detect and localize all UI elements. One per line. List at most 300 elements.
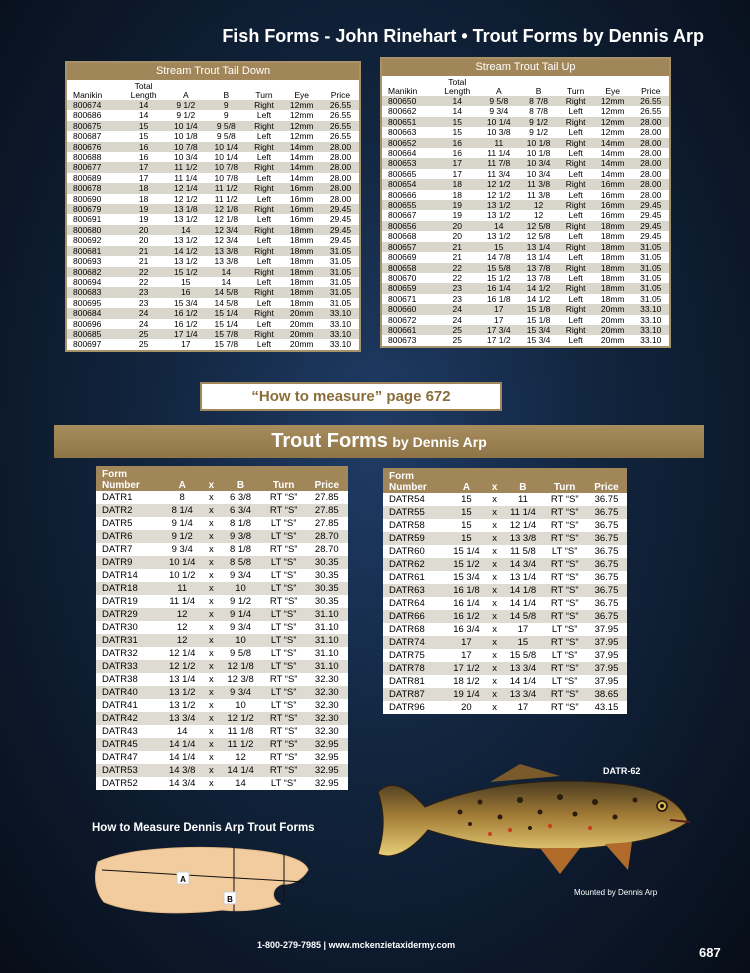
table-cell: Left (256, 318, 272, 329)
table-cell: 15 5/8 (479, 263, 519, 273)
table-cell: 31.05 (322, 287, 359, 297)
table-cell: 18mm (600, 231, 625, 242)
table-row (382, 221, 669, 231)
table-cell: 10 7/8 (214, 172, 239, 183)
table-cell: 28.00 (633, 179, 669, 189)
column-header: A (161, 466, 203, 491)
table-cell: 24 (122, 308, 166, 318)
table-cell: 13 1/2 (173, 235, 198, 246)
table-cell: 13 1/2 (479, 200, 519, 210)
table-cell: DATR87 (383, 688, 446, 701)
table-cell: 33.10 (640, 335, 662, 346)
table-cell: 31.05 (322, 267, 359, 277)
table-cell: 20 (461, 702, 472, 713)
table-cell: 19 1/4 (446, 688, 487, 701)
table-cell: DATR9 (96, 556, 161, 569)
table-cell: 800686 (73, 110, 102, 121)
table-cell: 12 3/4 (206, 225, 246, 235)
table-cell: 11 (161, 582, 203, 595)
table-row (383, 623, 627, 636)
table-cell: 25 (138, 339, 149, 350)
table-cell: 800688 (73, 152, 102, 163)
table-cell: 15 (461, 494, 472, 505)
table-cell: x (203, 712, 219, 725)
table-cell: 800664 (388, 148, 417, 159)
table-cell: 36.75 (594, 494, 619, 505)
table-cell: DATR54 (389, 494, 425, 505)
table-cell: x (492, 572, 498, 583)
table-cell: 18mm (289, 297, 314, 308)
table-cell: 18 1/2 (453, 676, 480, 687)
table-row (67, 173, 359, 183)
table-cell: 14 7/8 (486, 252, 511, 263)
table-cell: RT “S” (543, 636, 586, 649)
table-row (383, 675, 627, 688)
table-cell: 14 (138, 110, 149, 121)
table-cell: LT “S” (262, 582, 306, 595)
table-cell: Right (558, 117, 592, 127)
table-row (382, 242, 669, 252)
table-cell: 800684 (67, 308, 122, 318)
table-cell: DATR58 (389, 520, 425, 531)
table-cell: 15 1/4 (453, 546, 480, 557)
column-header: A (446, 468, 487, 493)
table-cell: x (487, 506, 503, 519)
table-cell: 800670 (388, 272, 417, 283)
table-cell: 800651 (382, 117, 436, 127)
table-cell: 20mm (281, 308, 321, 318)
table-cell: 11 7/8 (479, 158, 519, 168)
table-cell: 28.70 (314, 544, 339, 555)
table-cell: 29.45 (633, 200, 669, 210)
table-row (67, 121, 359, 131)
table-cell: RT “S” (543, 610, 586, 623)
table-cell: 31.05 (329, 276, 352, 287)
table-row (383, 701, 627, 714)
table-cell: Right (558, 304, 592, 314)
table-cell: x (487, 688, 503, 701)
table-cell: 31.10 (306, 634, 348, 647)
column-header: Price (330, 90, 351, 100)
table-cell: 8 1/8 (229, 544, 252, 555)
table-cell: 800695 (73, 297, 102, 308)
table-row (382, 179, 669, 189)
table-cell: 14 5/8 (206, 287, 246, 297)
table-cell: RT “S” (269, 492, 298, 503)
table-cell: 14 5/8 (214, 297, 239, 308)
table-cell: 17 (181, 339, 191, 350)
table-row (67, 287, 359, 297)
table-cell: 12 1/2 (486, 189, 511, 200)
table-cell: 18mm (289, 256, 314, 267)
table-row (382, 335, 669, 345)
table-cell: DATR38 (102, 674, 138, 685)
column-header: Price (586, 468, 627, 493)
table-cell: 800687 (73, 131, 102, 142)
column-header: Form Number (96, 466, 161, 491)
table-cell: DATR75 (389, 650, 425, 661)
table-cell: 30.35 (314, 596, 339, 607)
table-title: Stream Trout Tail Down (67, 63, 359, 80)
table-cell: 12mm (593, 96, 633, 106)
table-cell: x (492, 546, 498, 557)
table-cell: 800667 (388, 210, 417, 221)
table-cell: 12mm (281, 100, 321, 110)
table-cell: DATR31 (96, 634, 161, 647)
table-cell: 10 (219, 634, 261, 647)
table-cell: 18 (122, 183, 166, 193)
table-cell: 14 5/8 (502, 610, 543, 623)
table-cell: 27.85 (314, 518, 339, 529)
table-cell: 10 1/2 (168, 570, 196, 581)
table-row (382, 117, 669, 127)
table-cell: DATR30 (102, 622, 138, 633)
table-cell: 15 3/4 (519, 325, 559, 335)
table-cell: 16 (436, 138, 479, 148)
table-row (383, 662, 627, 675)
column-header: Total Length (130, 81, 157, 100)
table-cell: 10 1/4 (161, 556, 203, 569)
table-cell: 17 (517, 624, 529, 635)
table-cell: x (203, 530, 219, 543)
table-cell: RT “S” (269, 674, 298, 685)
table-cell: 13 1/2 (173, 214, 198, 225)
table-row (383, 571, 627, 584)
table-cell: 18mm (281, 287, 321, 297)
table-row (67, 319, 359, 329)
table-cell: 8 7/8 (519, 96, 559, 106)
table-cell: Right (558, 325, 592, 335)
table-cell: 800659 (382, 283, 436, 293)
table-cell: 16 1/2 (446, 610, 487, 623)
page-header: Fish Forms - John Rinehart • Trout Forms by Dennis Arp (222, 26, 704, 46)
table-row (96, 504, 348, 517)
table-cell: 20mm (289, 318, 314, 329)
table-cell: 31.05 (329, 256, 352, 267)
table-cell: 14 3/4 (168, 778, 196, 789)
table-cell: 800673 (388, 335, 417, 346)
table-cell: 32.95 (306, 764, 348, 777)
table-cell: 14 3/8 (161, 764, 203, 777)
table-cell: 18mm (281, 267, 321, 277)
table-cell: 15 3/4 (526, 335, 551, 346)
table-cell: Right (247, 162, 282, 172)
table-cell: LT “S” (262, 556, 306, 569)
table-cell: 30.35 (306, 556, 348, 569)
table-cell: 9 3/4 (171, 544, 193, 555)
table-cell: 14 1/4 (161, 738, 203, 751)
table-cell: DATR96 (389, 702, 425, 713)
table-cell: 18mm (600, 293, 625, 304)
table-cell: 18mm (600, 272, 625, 283)
table-cell: 11 3/8 (527, 189, 551, 200)
table-cell: 10 1/8 (526, 148, 551, 159)
table-cell: 12 1/2 (219, 712, 261, 725)
footer-contact: 1-800-279-7985 | www.mckenzietaxidermy.com (257, 940, 456, 950)
table-cell: 33.10 (322, 308, 359, 318)
table-cell: 800678 (67, 183, 122, 193)
table-cell: 29.45 (322, 225, 359, 235)
table-cell: 16mm (281, 183, 321, 193)
table-cell: 15 7/8 (206, 329, 246, 339)
table-row (383, 597, 627, 610)
table-cell: RT “S” (550, 702, 579, 713)
table-cell: 13 3/8 (502, 532, 543, 545)
table-header (382, 76, 669, 96)
table-cell: 12mm (289, 110, 314, 121)
table-row (382, 273, 669, 283)
table-cell: 20mm (289, 339, 314, 350)
table-row (383, 688, 627, 701)
table-cell: 800690 (73, 193, 102, 204)
table-cell: 13 3/4 (502, 662, 543, 675)
banner-subtitle: by Dennis Arp (392, 434, 487, 450)
table-cell: 10 1/8 (173, 131, 198, 142)
table-row (382, 200, 669, 210)
table-cell: RT “S” (543, 688, 586, 701)
table-cell: x (492, 702, 498, 713)
table-cell: x (492, 520, 498, 531)
table-cell: x (203, 660, 219, 673)
table-row (96, 764, 348, 777)
table-cell: 12 1/8 (219, 660, 261, 673)
table-row (67, 110, 359, 120)
table-cell: 28.00 (322, 162, 359, 172)
table-cell: Right (247, 142, 282, 152)
table-cell: Right (558, 200, 592, 210)
table-cell: 12 3/8 (227, 674, 254, 685)
table-cell: Left (256, 339, 272, 350)
table-cell: Right (247, 308, 282, 318)
table-row (96, 595, 348, 608)
table-row (96, 673, 348, 686)
table-cell: DATR74 (383, 636, 446, 649)
table-cell: 18mm (593, 283, 633, 293)
table-row (96, 725, 348, 738)
table-cell: 9 5/8 (216, 131, 236, 142)
table-cell: 36.75 (594, 572, 619, 583)
table-cell: LT “S” (270, 622, 297, 633)
table-cell: 20 (452, 231, 463, 242)
table-cell: x (492, 598, 498, 609)
table-cell: 31.05 (640, 293, 662, 304)
table-cell: 20 (436, 221, 479, 231)
table-cell: x (208, 674, 214, 685)
table-cell: 15 1/8 (526, 314, 551, 325)
table-cell: 11 (517, 494, 528, 505)
table-cell: Right (247, 121, 282, 131)
table-cell: Left (256, 297, 272, 308)
table-cell: DATR47 (102, 752, 138, 763)
table-cell: 14 (479, 221, 519, 231)
table-cell: 22 (452, 272, 463, 283)
column-header: Eye (605, 86, 620, 96)
table-row (67, 277, 359, 287)
table-cell: Right (558, 158, 592, 168)
table-row (382, 263, 669, 273)
table-cell: Right (558, 263, 592, 273)
table-row (96, 582, 348, 595)
table-cell: RT “S” (543, 662, 586, 675)
table-cell: 17 (461, 650, 472, 661)
table-cell: 9 1/2 (176, 110, 196, 121)
table-cell: 37.95 (594, 676, 619, 687)
table-cell: 14 1/4 (168, 752, 196, 763)
table-cell: x (208, 700, 214, 711)
table-cell: 33.10 (633, 325, 669, 335)
table-cell: 14mm (289, 152, 314, 163)
table-cell: 19 (452, 210, 463, 221)
table-cell: 800666 (388, 189, 417, 200)
table-cell: 16 1/4 (479, 283, 519, 293)
diagram-label-a: A (180, 875, 186, 884)
table-row (67, 267, 359, 277)
table-cell: 20mm (281, 329, 321, 339)
table-cell: 9 3/8 (219, 530, 261, 543)
table-cell: 18mm (593, 221, 633, 231)
table-cell: 16mm (600, 210, 625, 221)
table-cell: 14mm (281, 162, 321, 172)
table-cell: 800657 (382, 242, 436, 252)
table-cell: RT “S” (262, 504, 306, 517)
table-trout-forms-left (96, 466, 348, 790)
table-cell: x (208, 778, 214, 789)
table-cell: 23 (436, 283, 479, 293)
table-cell: 15 (446, 506, 487, 519)
table-cell: 16mm (593, 200, 633, 210)
column-header: B (219, 466, 261, 491)
table-cell: x (492, 676, 498, 687)
table-cell: 8 1/8 (229, 518, 252, 529)
table-row (382, 283, 669, 293)
table-row (382, 231, 669, 241)
table-cell: 9 1/2 (529, 127, 549, 138)
table-cell: 14 1/2 (519, 283, 559, 293)
table-cell: 15 3/4 (453, 572, 480, 583)
table-cell: 24 (436, 304, 479, 314)
table-cell: 17 1/2 (486, 335, 511, 346)
table-cell: DATR5 (102, 518, 133, 529)
table-cell: 800665 (388, 168, 417, 179)
table-cell: 14 1/4 (509, 598, 537, 609)
table-cell: 31.05 (640, 272, 662, 283)
trout-forms-banner (54, 425, 704, 458)
table-cell: 24 (138, 318, 149, 329)
table-cell: 17 (452, 168, 463, 179)
table-cell: Left (256, 256, 272, 267)
table-cell: 11 3/4 (487, 168, 511, 179)
table-cell: x (208, 622, 214, 633)
table-cell: 13 3/4 (502, 688, 543, 701)
table-cell: 31.10 (314, 622, 339, 633)
table-cell: 22 (138, 276, 149, 287)
table-cell: 10 1/4 (166, 121, 206, 131)
fish-label: DATR-62 (603, 766, 641, 776)
table-cell: 17 3/4 (479, 325, 519, 335)
table-cell: 14 1/2 (526, 293, 551, 304)
table-cell: 800660 (382, 304, 436, 314)
table-cell: 800674 (67, 100, 122, 110)
table-cell: 12 5/8 (526, 231, 551, 242)
table-cell: 12 3/4 (214, 235, 239, 246)
table-cell: 33.10 (633, 304, 669, 314)
table-cell: 12 (235, 752, 246, 763)
table-cell: 18mm (289, 276, 314, 287)
table-cell: DATR29 (96, 608, 161, 621)
column-header: x (203, 466, 219, 491)
table-cell: 16 (138, 152, 149, 163)
table-cell: DATR64 (389, 598, 425, 609)
table-cell: 12 1/8 (214, 214, 239, 225)
table-row (383, 636, 627, 649)
table-cell: 36.75 (586, 584, 627, 597)
table-cell: 13 1/4 (526, 252, 551, 263)
table-cell: 28.00 (322, 142, 359, 152)
table-cell: 11 3/8 (519, 179, 559, 189)
table-cell: 800654 (382, 179, 436, 189)
table-row (382, 158, 669, 168)
table-cell: 37.95 (586, 636, 627, 649)
table-cell: 18 (138, 193, 149, 204)
table-cell: 13 1/2 (161, 686, 203, 699)
table-cell: 800676 (67, 142, 122, 152)
table-cell: 13 3/4 (161, 712, 203, 725)
table-cell: 16 1/8 (486, 293, 511, 304)
table-cell: 800650 (382, 96, 436, 106)
table-cell: 16 (166, 287, 206, 297)
table-cell: DATR33 (96, 660, 161, 673)
table-cell: 13 3/8 (206, 246, 246, 256)
table-cell: 31.05 (322, 246, 359, 256)
table-cell: x (487, 532, 503, 545)
table-cell: 26.55 (322, 121, 359, 131)
table-cell: 21 (436, 242, 479, 252)
table-cell: 9 5/8 (206, 121, 246, 131)
table-cell: 29.45 (329, 235, 352, 246)
table-cell: Left (568, 168, 583, 179)
column-header: Manikin (388, 86, 418, 96)
table-cell: 12 1/4 (166, 183, 206, 193)
table-cell: 27.85 (306, 504, 348, 517)
table-cell: 9 (223, 110, 229, 121)
table-cell: Right (558, 283, 592, 293)
table-cell: 10 7/8 (166, 142, 206, 152)
table-cell: 9 5/8 (479, 96, 519, 106)
table-row (96, 751, 348, 764)
table-cell: x (492, 494, 498, 505)
table-cell: 28.00 (640, 148, 662, 159)
table-cell: 29.45 (640, 231, 662, 242)
table-cell: 12 1/2 (173, 193, 198, 204)
table-cell: 20mm (600, 335, 625, 346)
table-cell: 31.05 (329, 297, 352, 308)
table-cell: DATR7 (102, 544, 133, 555)
table-row (67, 142, 359, 152)
table-cell: RT “S” (269, 726, 298, 737)
table-row (382, 252, 669, 262)
table-cell: 6 3/8 (229, 492, 252, 503)
table-cell: 17 (446, 636, 487, 649)
table-cell: 11 1/8 (227, 726, 254, 737)
table-cell: 13 1/2 (173, 256, 198, 267)
table-cell: 36.75 (586, 506, 627, 519)
table-cell: 12 1/4 (168, 648, 196, 659)
table-header (67, 80, 359, 100)
table-cell: RT “S” (269, 596, 298, 607)
table-cell: 14 (235, 778, 246, 789)
table-cell: 18mm (281, 225, 321, 235)
table-cell: x (203, 686, 219, 699)
